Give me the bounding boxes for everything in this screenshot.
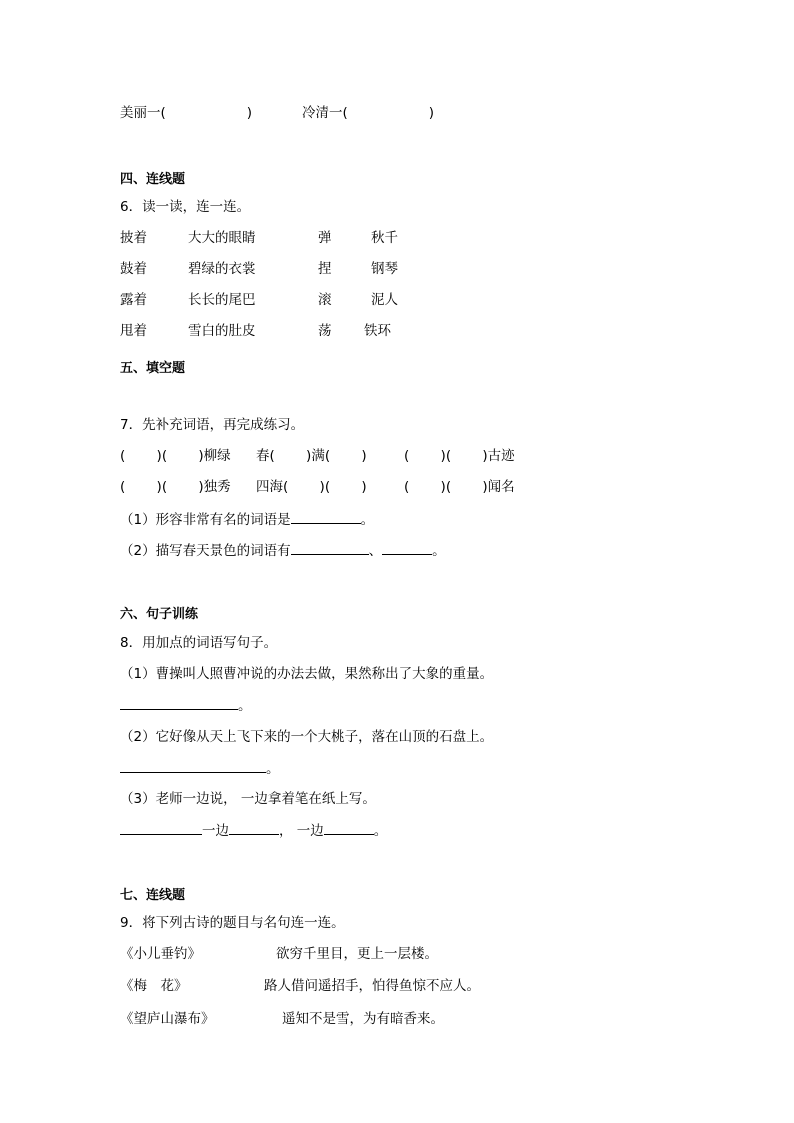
s4-col-a: 露着 xyxy=(120,292,147,308)
poem-title: 《小儿垂钓》 xyxy=(120,946,201,962)
answer-line-3 xyxy=(120,821,387,840)
answer-blank[interactable] xyxy=(229,821,279,835)
period: 。 xyxy=(360,512,375,528)
idiom-blank[interactable]: 四海( )( ) xyxy=(256,479,367,495)
blank-meili[interactable]: 美丽一( ) xyxy=(120,105,253,121)
idiom-blank[interactable]: 春( )满( ) xyxy=(256,448,367,464)
period: 。 xyxy=(266,761,280,777)
period: 。 xyxy=(373,823,388,839)
sub-question-2 xyxy=(120,541,446,560)
question-6: 6．读一读，连一连。 xyxy=(120,199,251,215)
idiom-blank[interactable]: ( )( )独秀 xyxy=(120,479,231,495)
answer-blank[interactable] xyxy=(120,821,202,835)
section4-heading: 四、连线题 xyxy=(120,172,186,187)
poem-line: 路人借问遥招手，怕得鱼惊不应人。 xyxy=(264,978,480,994)
idiom-blank[interactable]: ( )( )柳绿 xyxy=(120,448,231,464)
section6-heading: 六、句子训练 xyxy=(120,607,199,622)
yibian: ， 一边 xyxy=(279,823,324,839)
sentence-2: （2）它好像从天上飞下来的一个大桃子，落在山顶的石盘上。 xyxy=(120,729,494,745)
s4-col-c: 弹 xyxy=(318,230,332,246)
s4-col-b: 长长的尾巴 xyxy=(188,292,256,308)
section7-heading: 七、连线题 xyxy=(120,888,186,903)
answer-line-2 xyxy=(120,759,280,778)
poem-title: 《梅 花》 xyxy=(120,978,188,994)
period: 。 xyxy=(238,698,252,714)
answer-blank[interactable] xyxy=(120,759,266,773)
poem-line: 遥知不是雪，为有暗香来。 xyxy=(282,1011,444,1027)
period: 。 xyxy=(432,543,446,559)
answer-blank[interactable] xyxy=(120,696,238,710)
s4-col-c: 滚 xyxy=(318,292,332,308)
answer-line-1 xyxy=(120,696,252,715)
answer-blank[interactable] xyxy=(382,541,432,555)
yibian: 一边 xyxy=(202,823,229,839)
answer-blank[interactable] xyxy=(291,510,361,524)
sentence-1: （1）曹操叫人照曹冲说的办法去做，果然称出了大象的重量。 xyxy=(120,666,494,682)
sentence-3: （3）老师一边说， 一边拿着笔在纸上写。 xyxy=(120,791,376,807)
s4-col-c: 荡 xyxy=(318,323,332,339)
section5-heading: 五、填空题 xyxy=(120,361,186,376)
poem-title: 《望庐山瀑布》 xyxy=(120,1011,215,1027)
question-8: 8．用加点的词语写句子。 xyxy=(120,635,278,651)
idiom-blank[interactable]: ( )( )闻名 xyxy=(404,479,515,495)
s4-col-a: 披着 xyxy=(120,230,147,246)
sub-question-1 xyxy=(120,510,374,529)
s4-col-b: 碧绿的衣裳 xyxy=(188,261,256,277)
idiom-blank[interactable]: ( )( )古迹 xyxy=(404,448,515,464)
s4-col-d: 钢琴 xyxy=(371,261,398,277)
separator: 、 xyxy=(368,543,383,559)
sub-question-text: （2）描写春天景色的词语有 xyxy=(120,543,291,559)
answer-blank[interactable] xyxy=(291,541,369,555)
s4-col-d: 秋千 xyxy=(371,230,398,246)
s4-col-d: 铁环 xyxy=(364,323,391,339)
sub-question-text: （1）形容非常有名的词语是 xyxy=(120,512,291,528)
poem-line: 欲穷千里目，更上一层楼。 xyxy=(276,946,438,962)
s4-col-b: 雪白的肚皮 xyxy=(188,323,256,339)
s4-col-c: 捏 xyxy=(318,261,332,277)
blank-lengqing[interactable]: 冷清一( ) xyxy=(302,105,435,121)
question-7: 7．先补充词语，再完成练习。 xyxy=(120,417,305,433)
s4-col-a: 鼓着 xyxy=(120,261,147,277)
question-9: 9．将下列古诗的题目与名句连一连。 xyxy=(120,915,345,931)
answer-blank[interactable] xyxy=(324,821,374,835)
s4-col-a: 甩着 xyxy=(120,323,147,339)
s4-col-b: 大大的眼睛 xyxy=(188,230,256,246)
s4-col-d: 泥人 xyxy=(371,292,398,308)
